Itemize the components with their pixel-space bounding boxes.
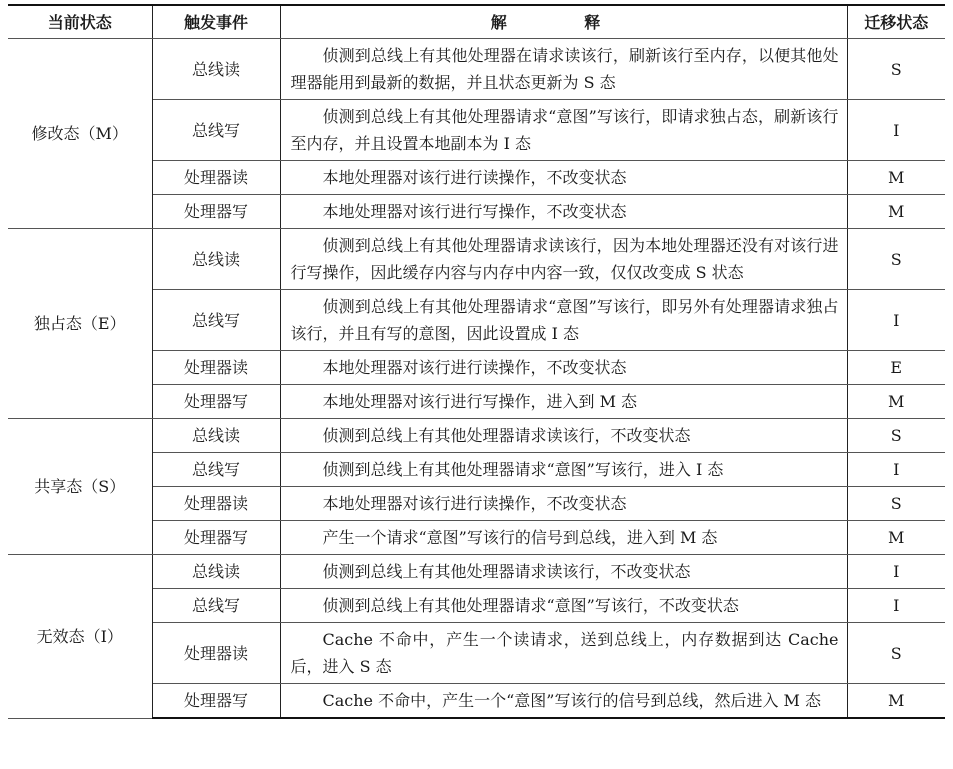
state-cell-shared: 共享态（S） <box>8 419 152 555</box>
event-cell: 总线写 <box>152 290 280 351</box>
explanation-cell: 本地处理器对该行进行读操作，不改变状态 <box>280 351 847 385</box>
explanation-cell: 本地处理器对该行进行写操作，进入到 M 态 <box>280 385 847 419</box>
next-state-cell: S <box>847 39 945 100</box>
event-cell: 总线写 <box>152 453 280 487</box>
table-header-row <box>8 5 945 39</box>
next-state-cell: M <box>847 684 945 719</box>
event-cell: 总线读 <box>152 39 280 100</box>
next-state-cell: M <box>847 385 945 419</box>
explanation-cell: 侦测到总线上有其他处理器请求“意图”写该行，不改变状态 <box>280 589 847 623</box>
event-cell: 处理器写 <box>152 521 280 555</box>
explanation-cell: 侦测到总线上有其他处理器请求“意图”写该行，即另外有处理器请求独占该行，并且有写的意图，因此设置成 I 态 <box>280 290 847 351</box>
next-state-cell: S <box>847 419 945 453</box>
event-cell: 处理器读 <box>152 351 280 385</box>
explanation-cell: 侦测到总线上有其他处理器请求读该行，不改变状态 <box>280 419 847 453</box>
event-cell: 处理器读 <box>152 161 280 195</box>
explanation-cell: 本地处理器对该行进行读操作，不改变状态 <box>280 161 847 195</box>
event-cell: 总线读 <box>152 555 280 589</box>
next-state-cell: M <box>847 161 945 195</box>
explanation-cell: 侦测到总线上有其他处理器请求“意图”写该行，进入 I 态 <box>280 453 847 487</box>
header-trigger-event: 触发事件 <box>152 5 280 39</box>
explanation-cell: Cache 不命中，产生一个读请求，送到总线上，内存数据到达 Cache 后，进入 S 态 <box>280 623 847 684</box>
next-state-cell: M <box>847 195 945 229</box>
event-cell: 处理器写 <box>152 684 280 719</box>
table-row <box>8 419 945 453</box>
event-cell: 处理器读 <box>152 487 280 521</box>
next-state-cell: I <box>847 589 945 623</box>
next-state-cell: S <box>847 487 945 521</box>
explanation-cell: 产生一个请求“意图”写该行的信号到总线，进入到 M 态 <box>280 521 847 555</box>
explanation-cell: Cache 不命中，产生一个“意图”写该行的信号到总线，然后进入 M 态 <box>280 684 847 719</box>
next-state-cell: I <box>847 100 945 161</box>
event-cell: 处理器读 <box>152 623 280 684</box>
explanation-cell: 侦测到总线上有其他处理器请求“意图”写该行，即请求独占态，刷新该行至内存，并且设置本地副本为 I 态 <box>280 100 847 161</box>
next-state-cell: I <box>847 453 945 487</box>
next-state-cell: S <box>847 623 945 684</box>
event-cell: 总线读 <box>152 419 280 453</box>
state-cell-modified: 修改态（M） <box>8 39 152 229</box>
table-row <box>8 555 945 589</box>
header-next-state: 迁移状态 <box>847 5 945 39</box>
header-current-state: 当前状态 <box>8 5 152 39</box>
state-cell-invalid: 无效态（I） <box>8 555 152 719</box>
explanation-cell: 侦测到总线上有其他处理器在请求读该行，刷新该行至内存，以便其他处理器能用到最新的数据，并且状态更新为 S 态 <box>280 39 847 100</box>
event-cell: 总线写 <box>152 100 280 161</box>
table-row <box>8 39 945 100</box>
event-cell: 处理器写 <box>152 385 280 419</box>
next-state-cell: S <box>847 229 945 290</box>
explanation-cell: 侦测到总线上有其他处理器请求读该行，不改变状态 <box>280 555 847 589</box>
state-cell-exclusive: 独占态（E） <box>8 229 152 419</box>
event-cell: 总线读 <box>152 229 280 290</box>
mesi-state-table <box>8 4 945 719</box>
explanation-cell: 侦测到总线上有其他处理器请求读该行，因为本地处理器还没有对该行进行写操作，因此缓存内容与内存中内容一致，仅仅改变成 S 状态 <box>280 229 847 290</box>
next-state-cell: M <box>847 521 945 555</box>
table-row <box>8 229 945 290</box>
event-cell: 处理器写 <box>152 195 280 229</box>
next-state-cell: I <box>847 555 945 589</box>
explanation-cell: 本地处理器对该行进行写操作，不改变状态 <box>280 195 847 229</box>
next-state-cell: I <box>847 290 945 351</box>
explanation-cell: 本地处理器对该行进行读操作，不改变状态 <box>280 487 847 521</box>
event-cell: 总线写 <box>152 589 280 623</box>
next-state-cell: E <box>847 351 945 385</box>
header-explanation: 解 释 <box>280 5 847 39</box>
